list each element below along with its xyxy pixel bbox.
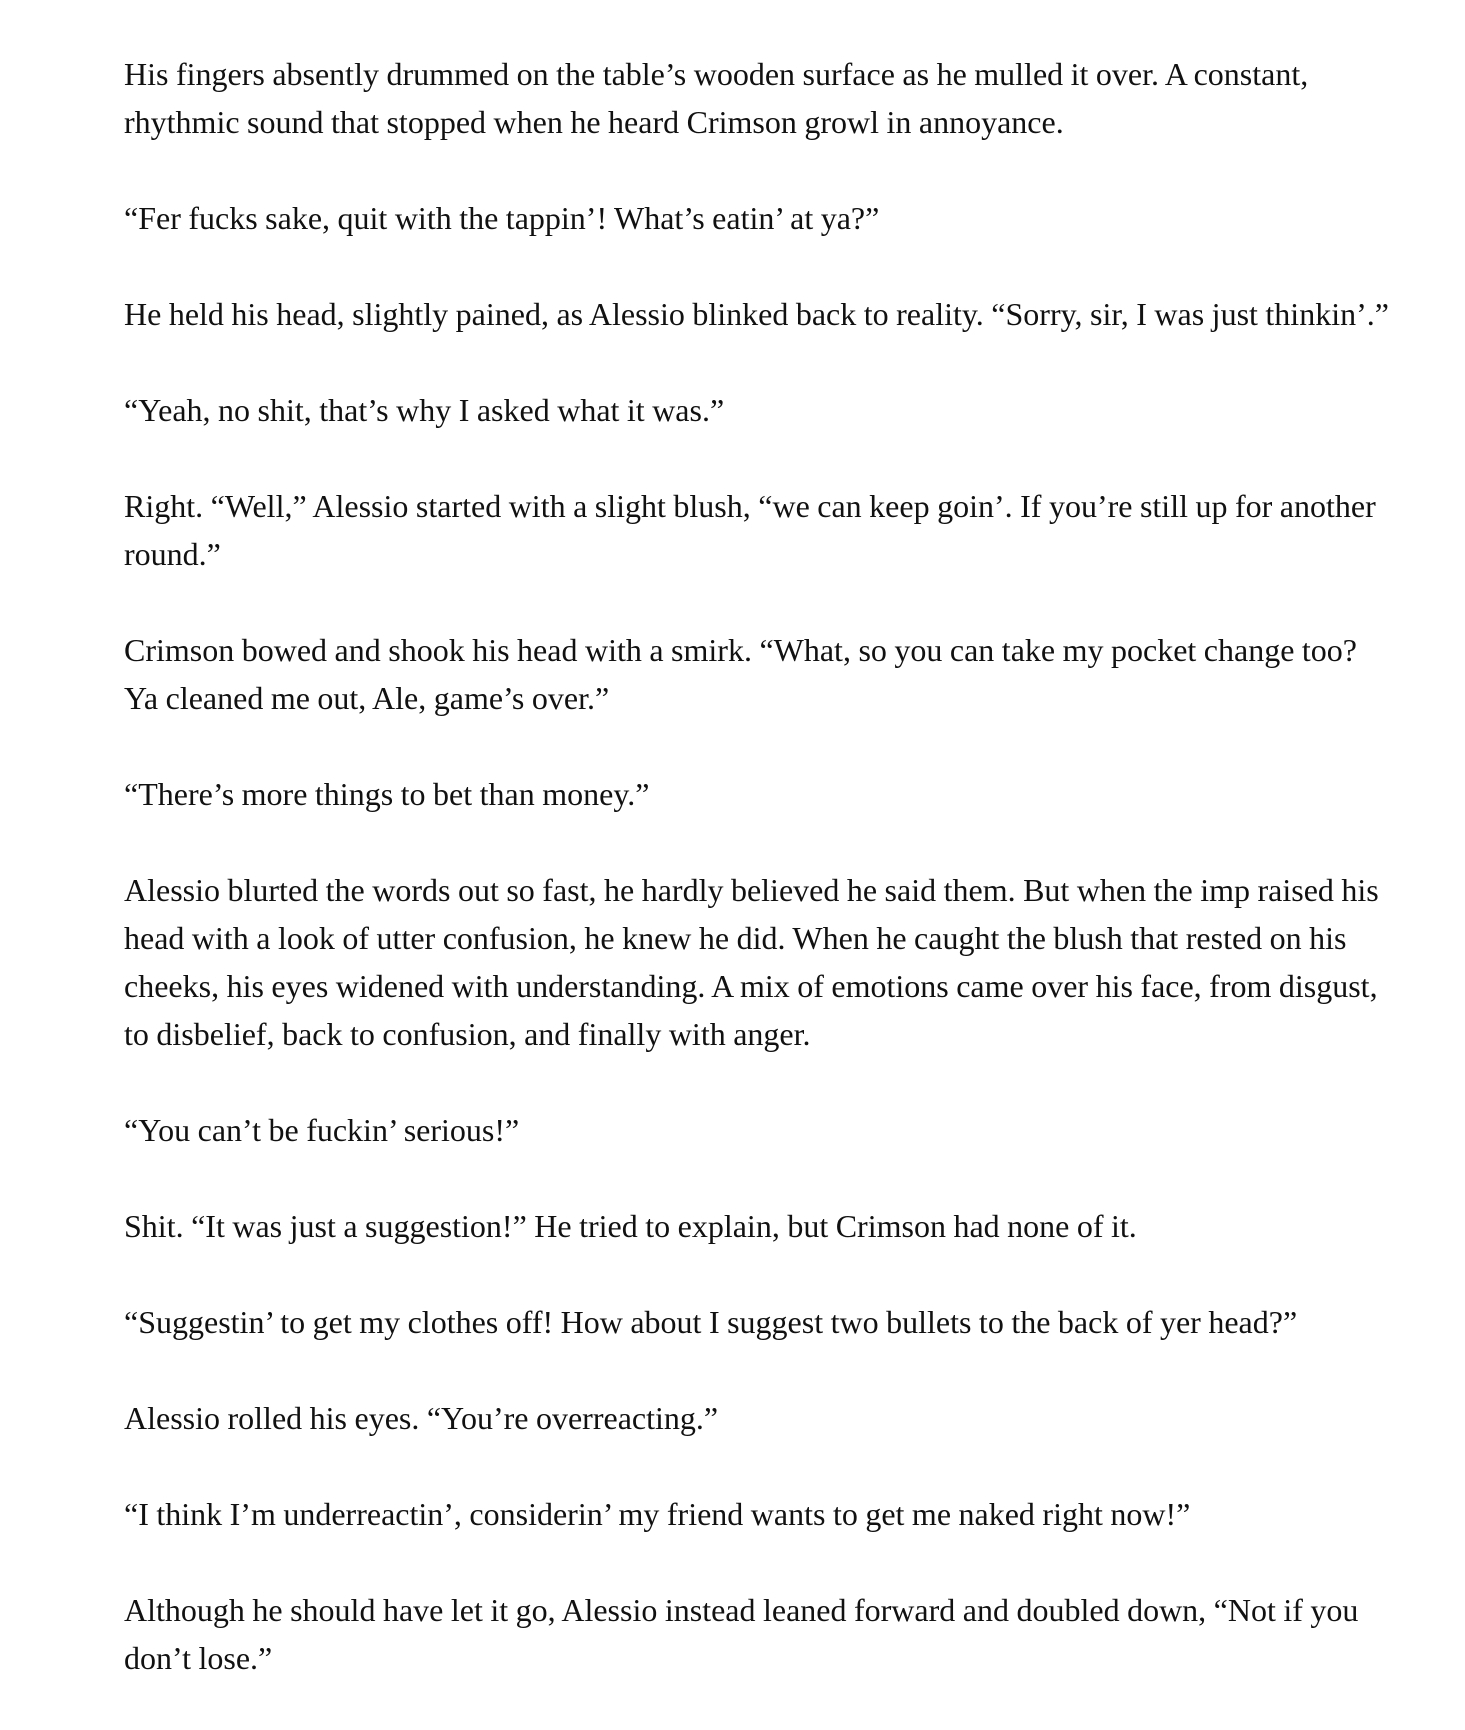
paragraph: “You can’t be fuckin’ serious!” — [124, 1112, 520, 1148]
paragraph: Although he should have let it go, Alessio instead leaned forward and doubled down, “Not if you don’t lose.” — [124, 1592, 1359, 1676]
paragraph: “I think I’m underreactin’, considerin’ my friend wants to get me naked right now!” — [124, 1496, 1191, 1532]
story-text — [124, 50, 1394, 1730]
paragraph: “Suggestin’ to get my clothes off! How about I suggest two bullets to the back of yer head?” — [124, 1304, 1298, 1340]
paragraph: His fingers absently drummed on the table’s wooden surface as he mulled it over. A constant, rhythmic sound that stopped when he heard Crimson growl in annoyance. — [124, 56, 1309, 140]
paragraph: “There’s more things to bet than money.” — [124, 776, 650, 812]
paragraph: “Fer fucks sake, quit with the tappin’! What’s eatin’ at ya?” — [124, 200, 880, 236]
paragraph: Alessio rolled his eyes. “You’re overreacting.” — [124, 1400, 719, 1436]
paragraph: “Yeah, no shit, that’s why I asked what it was.” — [124, 392, 725, 428]
paragraph: Shit. “It was just a suggestion!” He tried to explain, but Crimson had none of it. — [124, 1208, 1137, 1244]
paragraph: Alessio blurted the words out so fast, he hardly believed he said them. But when the imp raised his head with a look of utter confusion, he knew he did. When he caught the blush that rested on his cheeks, his eyes widened with understanding. A mix of emotions came over his face, from disgust, to disbelief, back to confusion, and finally with anger. — [124, 872, 1379, 1052]
paragraph: Crimson bowed and shook his head with a smirk. “What, so you can take my pocket change too? Ya cleaned me out, Ale, game’s over.” — [124, 632, 1357, 716]
paragraph: Right. “Well,” Alessio started with a slight blush, “we can keep goin’. If you’re still up for another round.” — [124, 488, 1376, 572]
paragraph: He held his head, slightly pained, as Alessio blinked back to reality. “Sorry, sir, I was just thinkin’.” — [124, 296, 1389, 332]
